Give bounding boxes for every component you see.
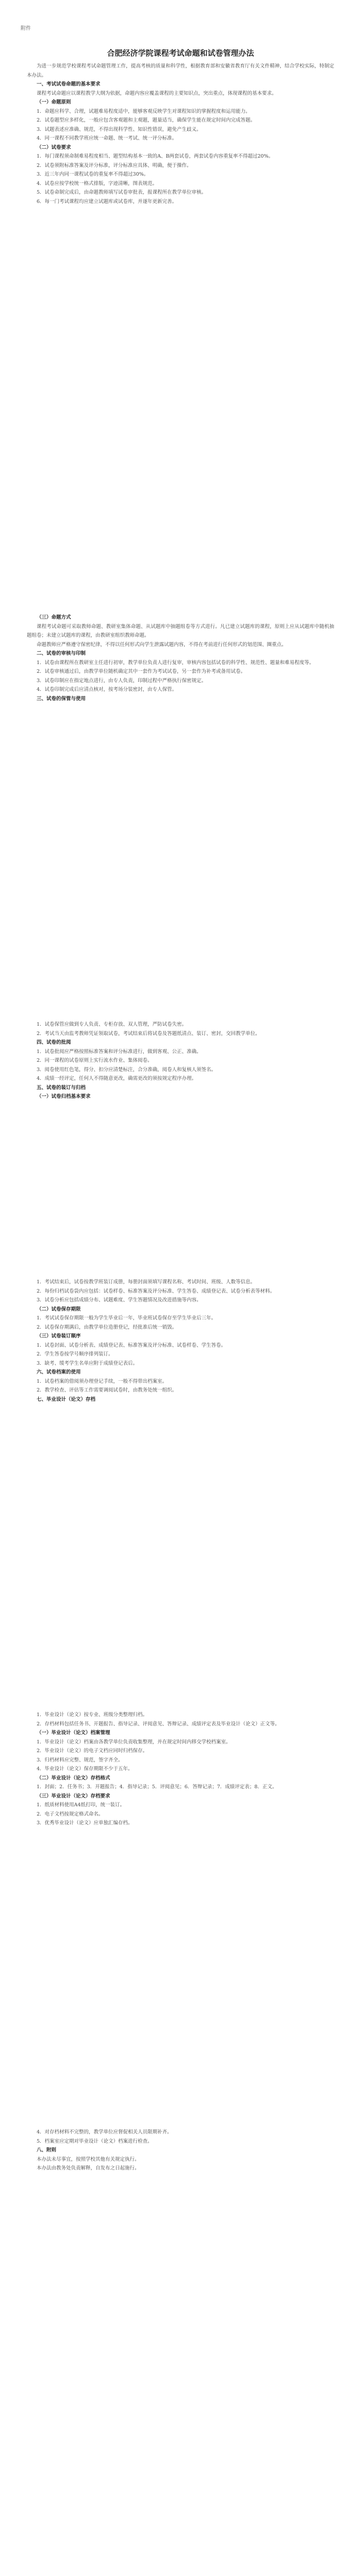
paragraph: 4．试卷应按学校统一格式排版，字迹清晰，图表规范。 [37, 180, 158, 187]
section-heading: 七、毕业设计（论文）存档 [37, 1396, 96, 1402]
section-heading: （三）命题方式 [37, 615, 71, 620]
paragraph: 2．试卷须附标准答案及评分标准，评分标准应具体、明确，便于操作。 [37, 162, 192, 168]
paragraph: 2．考试当天由监考教师凭证领取试卷，考试结束后将试卷及答题纸清点、装订、密封，交回教学单位。 [37, 1030, 260, 1037]
paragraph: 1．考试结束后，试卷按教学班装订成册，每册封面须填写课程名称、考试时间、班级、人数等信息。 [37, 1279, 256, 1285]
paragraph: 1．试卷由课程所在教研室主任进行初审，教学单位负责人进行复审，审核内容包括试卷的科学性、规范性、题量和难易程度等。 [37, 659, 315, 666]
paragraph: 1．考试试卷保存期限一般为学生毕业后一年，毕业班试卷保存至学生毕业后三年。 [37, 1315, 217, 1321]
paragraph: 3．近三年内同一课程试卷的重复率不得超过30%。 [37, 172, 149, 177]
paragraph: 4．毕业设计（论文）保存期限不少于五年。 [37, 1766, 133, 1772]
paragraph: 课程考试命题可采取教师命题、教研室集体命题、从试题库中抽题组卷等方式进行。凡已建立试题库的课程，原则上应从试题库中随机抽题组卷；未建立试题库的课程，由教研室组织教师命题。 [27, 623, 334, 638]
section-heading: 八、附则 [37, 2147, 57, 2153]
paragraph: 5．试卷命制完成后，由命题教师填写试卷审批表，报课程所在教学单位审核。 [37, 190, 207, 195]
paragraph: 4．对存档材料不完整的，教学单位应督促相关人员限期补齐。 [37, 2129, 172, 2135]
paragraph: 1．试卷保管应做到专人负责、专柜存放、双人管理，严防试卷失密。 [37, 1022, 187, 1027]
paragraph: 2．每份归档试卷袋内应包括：试卷样卷、标准答案及评分标准、学生答卷、成绩登记表、试卷分析表等材料。 [37, 1288, 275, 1294]
paragraph: 1．试卷批阅应严格按照标准答案和评分标准进行，做到客观、公正、准确。 [37, 1048, 202, 1055]
paragraph: 4．同一课程不同教学班应统一命题、统一考试、统一评分标准。 [37, 135, 177, 141]
text-section [27, 1278, 334, 1404]
paragraph: 3．试题表述应准确、规范，不得出现科学性、知识性错误，避免产生歧义。 [37, 126, 202, 132]
paragraph: 1．毕业设计（论文）档案由各教学单位负责收集整理，并在规定时间内移交学校档案室。 [37, 1739, 231, 1745]
text-section [27, 2128, 334, 2173]
paragraph: 3．试卷印制应在指定地点进行，由专人负责，印制过程中严格执行保密规定。 [37, 677, 207, 684]
paragraph: 3．归档材料应完整、规范，签字齐全。 [37, 1757, 123, 1763]
section-heading: （二）试卷保存期限 [37, 1306, 81, 1312]
document-title: 合肥经济学院课程考试命题和试卷管理办法 [107, 48, 254, 58]
paragraph: 为进一步规范学校课程考试命题管理工作，提高考核的质量和科学性，根据教育部和安徽省教育厅有关文件精神，结合学校实际，特制定本办法。 [27, 63, 334, 78]
paragraph: 命题教师应严格遵守保密纪律，不得以任何形式向学生泄露试题内容，不得在考前进行任何形式的划范围、圈重点。 [37, 641, 287, 648]
paragraph: 课程考试命题应以课程教学大纲为依据，命题内容应覆盖课程的主要知识点，突出重点，体现课程的基本要求。 [37, 90, 277, 96]
paragraph: 本办法由教务处负责解释，自发布之日起施行。 [37, 2165, 140, 2171]
paragraph: 4．试卷印制完成后应清点核对，按考场分装密封，由专人保管。 [37, 687, 177, 692]
section-heading: （一）试卷归档基本要求 [37, 1094, 91, 1099]
section-heading: 六、试卷档案的使用 [37, 1369, 81, 1375]
text-section [27, 1710, 334, 1828]
section-heading: 三、试卷的保管与使用 [37, 696, 86, 702]
paragraph: 3．优秀毕业设计（论文）应单独汇编存档。 [37, 1820, 133, 1826]
paragraph: 1．毕业设计（论文）按专业、班级分类整理归档。 [37, 1712, 148, 1718]
section-heading: （三）毕业设计（论文）存档要求 [37, 1793, 110, 1799]
paragraph: 1．试卷封面、试卷分析表、成绩登记表、标准答案及评分标准、试卷样卷、学生答卷。 [37, 1342, 226, 1348]
paragraph: 1．每门课程须命制难易程度相当、题型结构基本一致的A、B两套试卷，两套试卷内容重复率不得超过20%。 [37, 154, 274, 159]
section-heading: 一、考试试卷命题的基本要求 [37, 81, 101, 87]
paragraph: 3．缺考、缓考学生名单应附于成绩登记表后。 [37, 1360, 138, 1366]
paragraph: 4．成绩一经评定，任何人不得随意更改，确需更改的须按规定程序办理。 [37, 1076, 197, 1081]
paragraph: 6．每一门考试课程均应建立试题库或试卷库，并逐年更新完善。 [37, 198, 177, 205]
paragraph: 2．试卷保存期满后，由教学单位造册登记，经批准后统一销毁。 [37, 1324, 177, 1330]
section-heading: （一）毕业设计（论文）档案管理 [37, 1730, 110, 1736]
paragraph: 3．阅卷使用红色笔，得分、扣分应清楚标注，合分准确，阅卷人和复核人须签名。 [37, 1066, 217, 1073]
paragraph: 3．试卷分析应包括成绩分布、试题难度、学生答题情况及改进措施等内容。 [37, 1297, 202, 1303]
paragraph: 2．试卷审核通过后，由教学单位随机确定其中一套作为考试试卷，另一套作为补考或备用试卷。 [37, 669, 246, 674]
section-heading: （二）毕业设计（论文）存档格式 [37, 1775, 110, 1781]
paragraph: 2．同一课程的试卷原则上实行流水作业、集体阅卷。 [37, 1058, 153, 1063]
section-heading: （二）试卷要求 [37, 144, 71, 150]
paragraph: 1．命题应科学、合理，试题难易程度适中，能够客观反映学生对课程知识的掌握程度和运用能力。 [37, 108, 251, 114]
paragraph: 5．档案室应定期对毕业设计（论文）档案进行检查。 [37, 2138, 153, 2144]
section-heading: （一）命题原则 [37, 99, 71, 105]
section-heading: 二、试卷的审核与印制 [37, 651, 86, 656]
paragraph: 2．试卷题型应多样化，一般应包含客观题和主观题，题量适当，确保学生能在规定时间内完成答题。 [37, 117, 256, 123]
section-heading: 五、试卷的装订与归档 [37, 1084, 86, 1091]
paragraph: 1．纸质材料使用A4纸打印，统一装订。 [37, 1802, 125, 1808]
text-section [27, 613, 334, 703]
paragraph: 本办法未尽事宜，按照学校其他有关规定执行。 [37, 2156, 140, 2162]
paragraph: 2．教学检查、评估等工作需要调阅试卷时，由教务处统一组织。 [37, 1387, 177, 1393]
section-heading: （三）试卷装订顺序 [37, 1333, 81, 1339]
paragraph: 1．试卷档案的借阅须办理登记手续，一般不得带出档案室。 [37, 1378, 168, 1384]
paragraph: 2．毕业设计（论文）的电子文档应同时归档保存。 [37, 1748, 148, 1754]
paragraph: 2．存档材料包括任务书、开题报告、指导记录、评阅意见、答辩记录、成绩评定表及毕业设计（论文）正文等。 [37, 1721, 280, 1727]
paragraph: 2．学生答卷按学号顺序排列装订。 [37, 1351, 113, 1357]
paragraph: 1．封面；2．任务书；3．开题报告；4．指导记录；5．评阅意见；6．答辩记录；7．成绩评定表；8．正文。 [37, 1784, 277, 1790]
paragraph: 2．电子文档按规定格式命名。 [37, 1811, 104, 1817]
text-section [27, 62, 334, 206]
section-heading: 四、试卷的批阅 [37, 1040, 71, 1045]
text-section [27, 1020, 334, 1101]
attachment-label: 附件 [21, 26, 31, 31]
